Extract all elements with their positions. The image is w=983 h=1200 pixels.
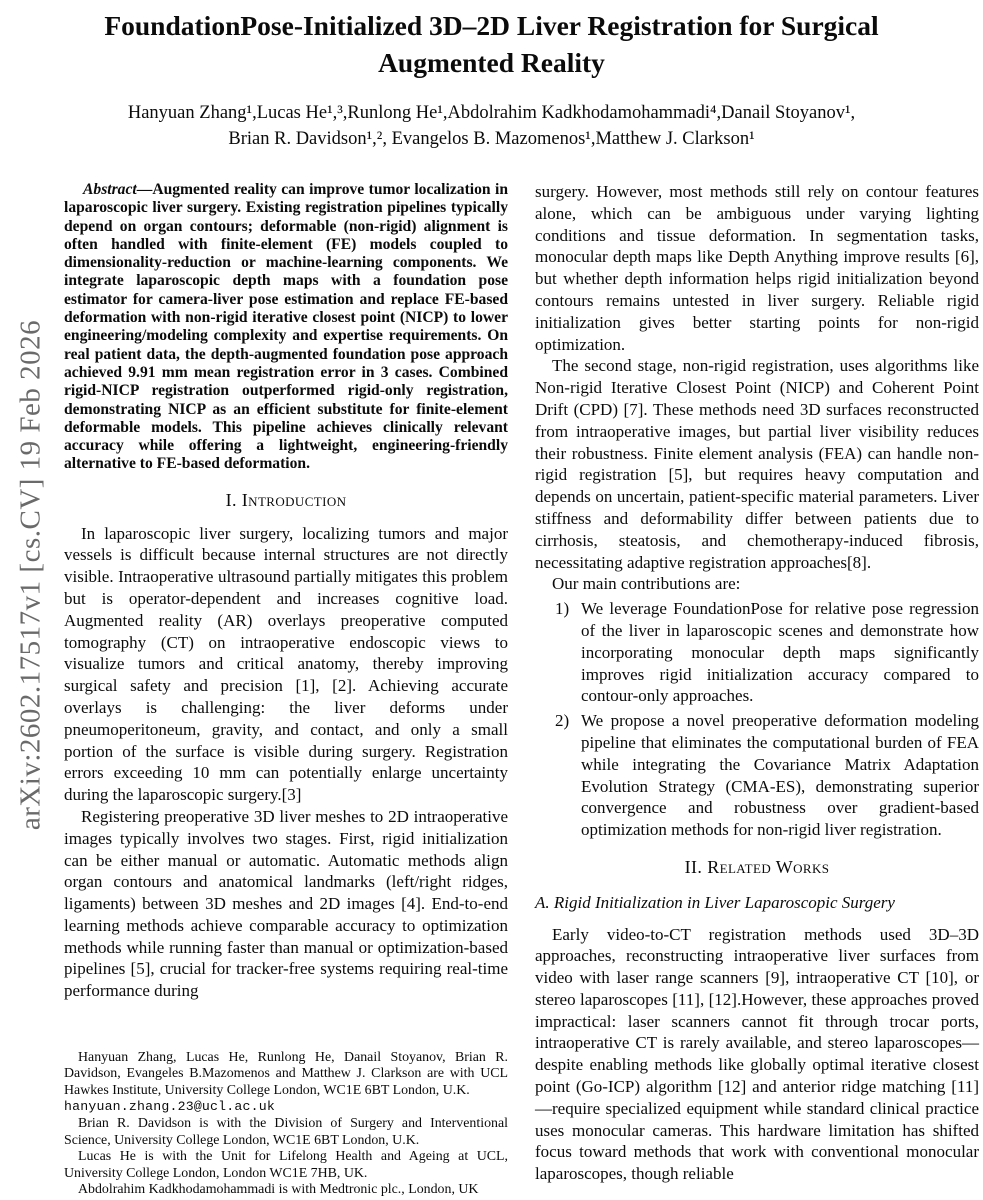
arxiv-stamp: arXiv:2602.17517v1 [cs.CV] 19 Feb 2026	[14, 319, 47, 831]
abstract-label: Abstract	[83, 181, 137, 198]
intro-continued-paragraph: surgery. However, most methods still rely on contour features alone, which can be ambiguous under varying lighting conditions and tissue deformation. In segmentation tasks, monocular depth maps like Depth Anything improve results [6], but whether depth information helps rigid initialization beyond contours remains untested in liver surgery. Reliable rigid initialization gives better starting points for non-rigid optimization.	[535, 182, 979, 354]
contribution-item-1	[535, 598, 979, 707]
footnote-affiliation-3: Lucas He is with the Unit for Lifelong Health and Ageing at UCL, University College London, London WC1E 7HB, UK.	[64, 1149, 508, 1181]
contribution-1-number: 1)	[555, 599, 570, 619]
section-heading-introduction: I. Introduction	[225, 489, 347, 510]
footnote-email: hanyuan.zhang.23@ucl.ac.uk	[64, 1099, 275, 1115]
abstract-text: —Augmented reality can improve tumor localization in laparoscopic liver surgery. Existing registration pipelines typically depend on organ contours; deformable (non-rigid) alignment is often handled with finite-element (FE) models coupled to dimensionality-reduction or machine-learning components. We integrate laparoscopic depth maps with a foundation pose estimator for camera-liver pose estimation and replace FE-based deformation with non-rigid iterative closest point (NICP) to lower engineering/modeling complexity and expertise requirements. On real patient data, the depth-augmented foundation pose approach achieved 9.91 mm mean registration error in 3 cases. Combined rigid-NICP registration outperformed rigid-only registration, demonstrating NICP as an efficient substitute for finite-element deformable models. This pipeline achieves clinically relevant accuracy while offering a lightweight, engineering-friendly alternative to FE-based deformation.	[64, 181, 508, 473]
footnote-affiliation-4: Abdolrahim Kadkhodamohammadi is with Medtronic plc., London, UK	[78, 1182, 479, 1198]
intro-paragraph-2: Registering preoperative 3D liver meshes to 2D intraoperative images typically involves two stages. First, rigid initialization can be either manual or automatic. Automatic methods align organ contours and anatomical landmarks (left/right ridges, ligaments) between 3D meshes and 2D images [4]. End-to-end learning methods achieve comparable accuracy to optimization methods while running faster than manual or optimization-based pipelines [5], crucial for tracker-free systems requiring real-time performance during	[64, 806, 508, 1001]
contribution-item-2	[535, 710, 979, 841]
two-column-body	[0, 181, 983, 1199]
intro-paragraph-1: In laparoscopic liver surgery, localizing tumors and major vessels is difficult because internal structures are not directly visible. Intraoperative ultrasound partially mitigates this problem but is operator-dependent and increases cognitive load. Augmented reality (AR) overlays preoperative computed tomography (CT) on intraoperative endoscopic views to visualize tumors and critical anatomy, thereby improving surgical safety and precision [1], [2]. Achieving accurate overlays is challenging: the liver deforms under pneumoperitoneum, gravity, and contact, and only a small portion of the surface is visible during surgery. Registration errors exceeding 10 mm can potentially enlarge uncertainty during the laparoscopic surgery.[3]	[64, 523, 508, 805]
footnote-block	[64, 1050, 508, 1199]
paper-title: FoundationPose-Initialized 3D–2D Liver Registration for Surgical Augmented Reality	[104, 10, 879, 78]
second-stage-paragraph: The second stage, non-rigid registration, uses algorithms like Non-rigid Iterative Closest Point (NICP) and Coherent Point Drift (CPD) [7]. These methods need 3D surfaces reconstructed from intraoperative images, but partial liver visibility reduces their robustness. Finite element analysis (FEA) can handle non-rigid registration [5], but requires heavy computation and depends on uncertain, patient-specific material parameters. Liver stiffness and deformability differ between patients due to cirrhosis, steatosis, and chemotherapy-induced fibrosis, necessitating adaptive registration approaches[8].	[535, 356, 979, 572]
footnote-affiliation-2: Brian R. Davidson is with the Division of Surgery and Interventional Science, University College London, WC1E 6BT London, U.K.	[64, 1116, 508, 1148]
authors-line-2: Brian R. Davidson¹,², Evangelos B. Mazomenos¹,Matthew J. Clarkson¹	[228, 129, 755, 149]
subsection-heading-rigid-initialization: A. Rigid Initialization in Liver Laparoscopic Surgery	[535, 892, 895, 912]
footnote-1-text: Hanyuan Zhang, Lucas He, Runlong He, Danail Stoyanov, Brian R. Davidson, Evangeles B.Mazomenos and Matthew J. Clarkson are with UCL Hawkes Institute, University College London, WC1E 6BT London, U.K.	[64, 1049, 508, 1098]
related-works-paragraph-1: Early video-to-CT registration methods used 3D–3D approaches, reconstructing intraoperative liver surfaces from video with laser range scanners [9], intraoperative CT [10], or stereo laparoscopes [11], [12].However, these approaches proved impractical: laser scanners cannot fit through trocar ports, intraoperative CT is rarely available, and stereo laparoscopes—despite enabling methods like globally optimal iterative closest point (Go-ICP) algorithm [12] and anterior ridge matching [11]—require specialized equipment while standard clinical practice uses monocular cameras. This hardware limitation has shifted focus toward methods that work with conventional monocular laparoscopes, though reliable	[535, 924, 979, 1184]
contribution-1-text: We leverage FoundationPose for relative pose regression of the liver in laparoscopic scenes and demonstrate how incorporating monocular depth maps significantly improves rigid initialization accuracy compared to contour-only approaches.	[581, 599, 979, 706]
contributions-list	[535, 598, 979, 841]
contribution-2-text: We propose a novel preoperative deformation modeling pipeline that eliminates the computational burden of FEA while integrating the Covariance Matrix Adaptation Evolution Strategy (CMA-ES), demonstrating superior convergence and robustness over gradient-based optimization methods for non-rigid liver registration.	[581, 711, 979, 840]
left-column	[64, 181, 508, 1199]
footnote-affiliation-1	[64, 1050, 508, 1116]
contribution-2-number: 2)	[555, 711, 570, 731]
authors-line-1: Hanyuan Zhang¹,Lucas He¹,³,Runlong He¹,Abdolrahim Kadkhodamohammadi⁴,Danail Stoyanov¹,	[127, 103, 856, 123]
contributions-intro: Our main contributions are:	[552, 574, 741, 594]
author-block	[0, 100, 983, 152]
abstract-paragraph	[64, 181, 508, 474]
section-heading-related-works: II. Related Works	[684, 856, 830, 877]
right-column	[535, 181, 979, 1199]
